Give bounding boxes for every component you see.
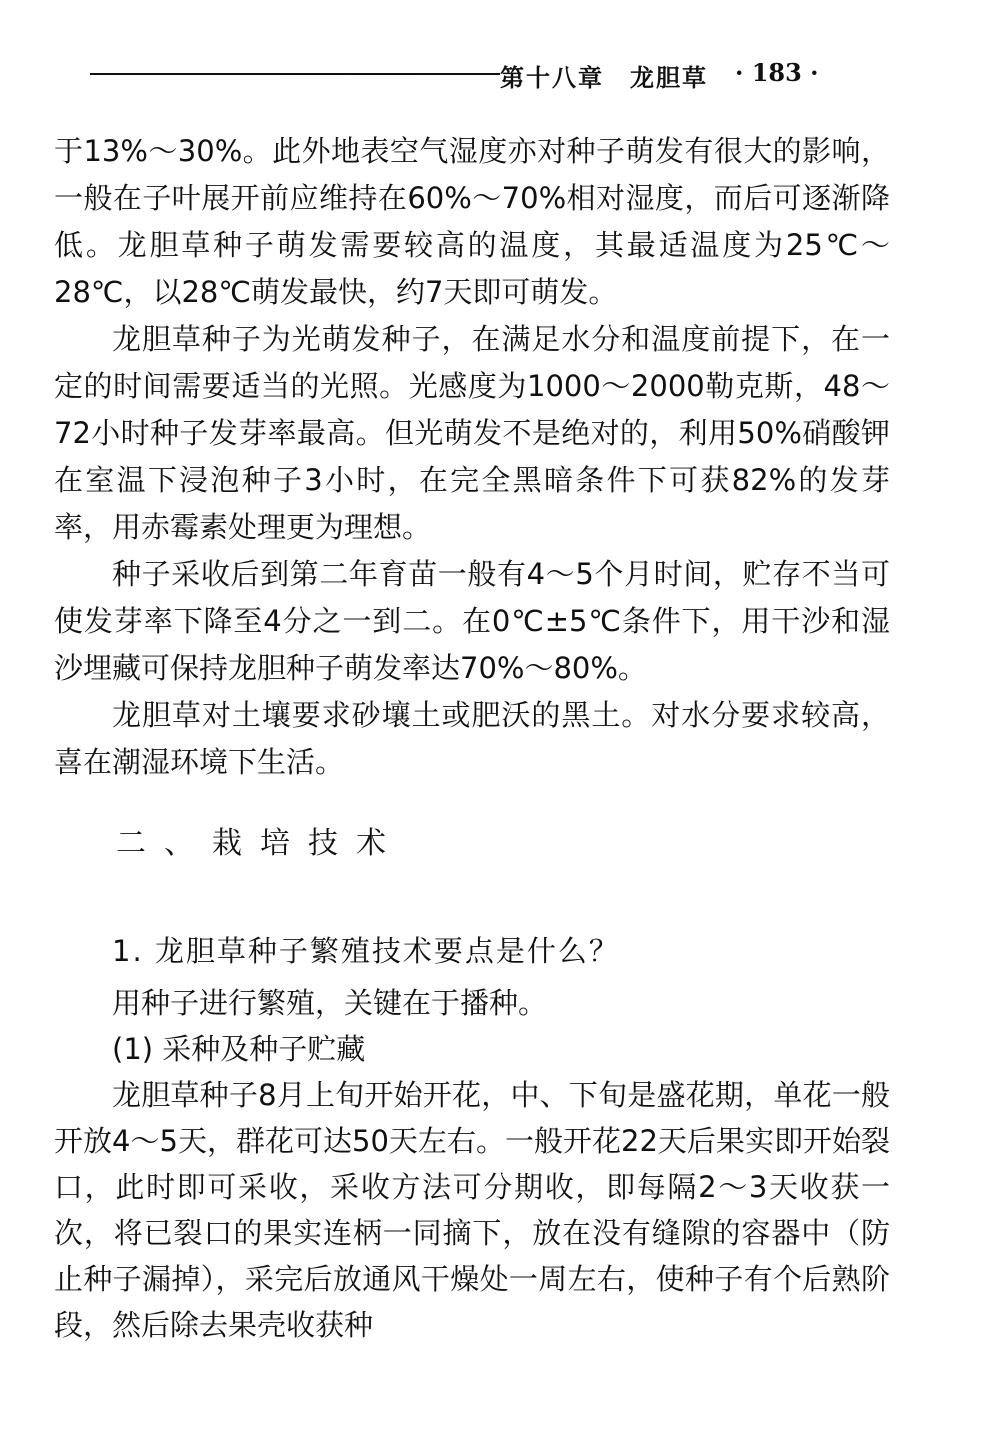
paragraph-1: 于13%～30%。此外地表空气湿度亦对种子萌发有很大的影响，一般在子叶展开前应维持在60%～70%相对湿度，而后可逐渐降低。龙胆草种子萌发需要较高的温度，其最适温度为25℃～28℃，以28℃萌发最快，约7天即可萌发。 bbox=[54, 134, 890, 309]
answer-intro: 用种子进行繁殖，关键在于播种。 bbox=[112, 986, 548, 1020]
paragraph-3: 种子采收后到第二年育苗一般有4～5个月时间，贮存不当可使发芽率下降至4分之一到二。在0℃±5℃条件下，用干沙和湿沙埋藏可保持龙胆种子萌发率达70%～80%。 bbox=[54, 557, 890, 685]
chapter-title: 第十八章 龙胆草 bbox=[500, 63, 708, 92]
header-rule-dashed bbox=[270, 73, 420, 75]
question-heading: 1. 龙胆草种子繁殖技术要点是什么？ bbox=[112, 934, 620, 968]
body-text bbox=[54, 128, 890, 786]
paragraph-4: 龙胆草对土壤要求砂壤土或肥沃的黑土。对水分要求较高，喜在潮湿环境下生活。 bbox=[54, 698, 890, 779]
section-body bbox=[54, 928, 890, 1348]
section-heading: 二、栽培技术 bbox=[116, 826, 404, 861]
running-header bbox=[90, 56, 850, 92]
paragraph-2: 龙胆草种子为光萌发种子，在满足水分和温度前提下，在一定的时间需要适当的光照。光感度为1000～2000勒克斯，48～72小时种子发芽率最高。但光萌发不是绝对的，利用50%硝酸钾在室温下浸泡种子3小时，在完全黑暗条件下可获82%的发芽率，用赤霉素处理更为理想。 bbox=[54, 322, 890, 544]
paragraph-5: 龙胆草种子8月上旬开始开花，中、下旬是盛花期，单花一般开放4～5天，群花可达50天左右。一般开花22天后果实即开始裂口，此时即可采收，采收方法可分期收，即每隔2～3天收获一次，将已裂口的果实连柄一同摘下，放在没有缝隙的容器中（防止种子漏掉），采完后放通风干燥处一周左右，使种子有个后熟阶段，然后除去果壳收获种 bbox=[54, 1078, 890, 1342]
page-number: · 183 · bbox=[735, 58, 819, 87]
subheading: (1) 采种及种子贮藏 bbox=[112, 1032, 366, 1066]
